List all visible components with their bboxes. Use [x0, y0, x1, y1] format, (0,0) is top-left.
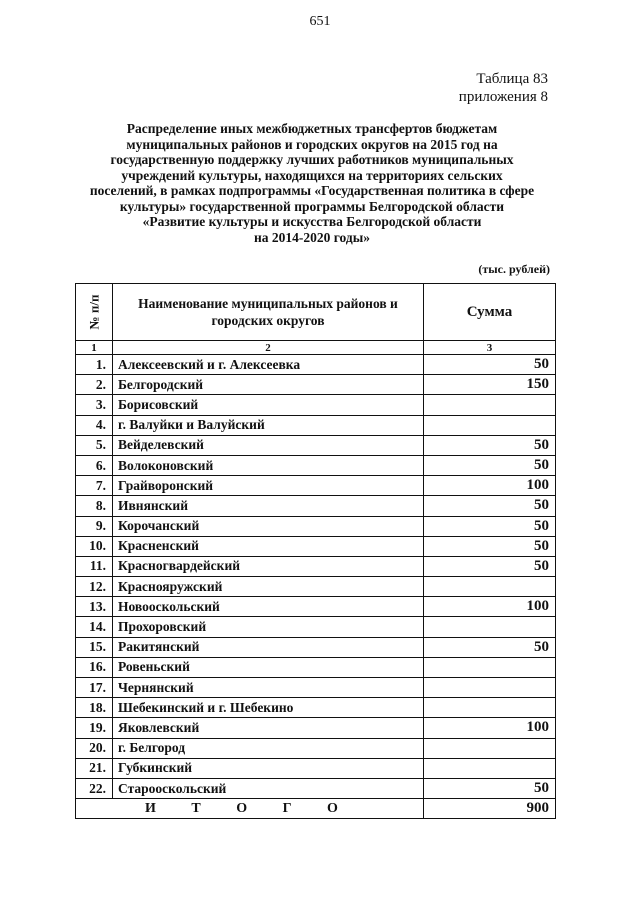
- row-sum: 50: [424, 637, 556, 657]
- district-name: Шебекинский и г. Шебекино: [113, 698, 424, 718]
- row-number: 15.: [76, 637, 113, 657]
- row-sum: [424, 657, 556, 677]
- row-number: 19.: [76, 718, 113, 738]
- district-name: Старооскольский: [113, 778, 424, 798]
- table-row: [76, 355, 556, 375]
- district-name: Чернянский: [113, 678, 424, 698]
- row-number: 16.: [76, 657, 113, 677]
- row-number: 12.: [76, 577, 113, 597]
- row-sum: [424, 577, 556, 597]
- table-row: [76, 778, 556, 798]
- row-sum: 100: [424, 597, 556, 617]
- row-number: 5.: [76, 435, 113, 455]
- row-sum: [424, 678, 556, 698]
- district-name: г. Белгород: [113, 738, 424, 758]
- row-sum: 50: [424, 455, 556, 475]
- table-row: [76, 657, 556, 677]
- units-label: (тыс. рублей): [478, 262, 550, 276]
- district-name: Ровеньский: [113, 657, 424, 677]
- title-line: поселений, в рамках подпрограммы «Государственная политика в сфере: [89, 183, 535, 198]
- table-reference: [459, 70, 548, 106]
- title-line: культуры» государственной программы Белгородской области: [119, 198, 505, 214]
- table-row: [76, 738, 556, 758]
- row-number: 20.: [76, 738, 113, 758]
- page-number: 651: [309, 14, 331, 29]
- table-row: [76, 455, 556, 475]
- district-name: Губкинский: [113, 758, 424, 778]
- district-name: Волоконовский: [113, 455, 424, 475]
- row-sum: 150: [424, 375, 556, 395]
- district-name: Белгородский: [113, 375, 424, 395]
- total-value: 900: [424, 799, 556, 819]
- row-number: 22.: [76, 778, 113, 798]
- row-number: 17.: [76, 678, 113, 698]
- row-number: 10.: [76, 536, 113, 556]
- district-name: Прохоровский: [113, 617, 424, 637]
- table-row: [76, 375, 556, 395]
- row-sum: [424, 758, 556, 778]
- header-number: [76, 284, 113, 341]
- row-number: 8.: [76, 496, 113, 516]
- column-index: 2: [113, 341, 424, 355]
- row-number: 21.: [76, 758, 113, 778]
- row-number: 9.: [76, 516, 113, 536]
- row-sum: [424, 617, 556, 637]
- row-sum: [424, 395, 556, 415]
- row-sum: 50: [424, 556, 556, 576]
- row-sum: 100: [424, 718, 556, 738]
- district-name: Грайворонский: [113, 476, 424, 496]
- title-line: государственную поддержку лучших работников муниципальных: [110, 152, 514, 167]
- table-reference-line-2: приложения 8: [458, 89, 548, 105]
- table-row: [76, 617, 556, 637]
- district-name: Новооскольский: [113, 597, 424, 617]
- row-sum: 50: [424, 778, 556, 798]
- table-row: [76, 758, 556, 778]
- total-label: И Т О Г О: [76, 799, 424, 819]
- row-number: 13.: [76, 597, 113, 617]
- table-row: [76, 698, 556, 718]
- row-sum: 50: [424, 536, 556, 556]
- district-name: Борисовский: [113, 395, 424, 415]
- row-sum: 50: [424, 435, 556, 455]
- row-sum: 50: [424, 496, 556, 516]
- row-number: 2.: [76, 375, 113, 395]
- table-row: [76, 718, 556, 738]
- transfers-table: [75, 283, 556, 819]
- row-number: 18.: [76, 698, 113, 718]
- district-name: Корочанский: [113, 516, 424, 536]
- title-line: учреждений культуры, находящихся на территориях сельских: [121, 167, 503, 183]
- table-reference-line-1: Таблица 83: [476, 71, 548, 87]
- title-line: на 2014-2020 годы»: [253, 229, 371, 245]
- title-line: «Развитие культуры и искусства Белгородской области: [142, 214, 482, 229]
- row-sum: [424, 738, 556, 758]
- row-sum: 100: [424, 476, 556, 496]
- district-name: г. Валуйки и Валуйский: [113, 415, 424, 435]
- row-number: 14.: [76, 617, 113, 637]
- table-row: [76, 556, 556, 576]
- row-number: 3.: [76, 395, 113, 415]
- table-row: [76, 597, 556, 617]
- title-line: муниципальных районов и городских округов на 2015 год на: [126, 136, 498, 152]
- table-row: [76, 516, 556, 536]
- district-name: Ракитянский: [113, 637, 424, 657]
- row-number: 7.: [76, 476, 113, 496]
- header-number-label: № п/п: [86, 294, 101, 330]
- column-index-row: [76, 341, 556, 355]
- district-name: Вейделевский: [113, 435, 424, 455]
- row-sum: 50: [424, 516, 556, 536]
- document-title: [62, 121, 562, 245]
- table-row: [76, 536, 556, 556]
- row-number: 1.: [76, 355, 113, 375]
- table-row: [76, 476, 556, 496]
- header-name: Наименование муниципальных районов и городских округов: [113, 284, 424, 341]
- column-index: 3: [424, 341, 556, 355]
- table-row: [76, 395, 556, 415]
- table-row: [76, 415, 556, 435]
- district-name: Красногвардейский: [113, 556, 424, 576]
- row-sum: [424, 698, 556, 718]
- table-row: [76, 678, 556, 698]
- row-number: 11.: [76, 556, 113, 576]
- title-line: Распределение иных межбюджетных трансфертов бюджетам: [126, 121, 498, 136]
- table-header-row: [76, 284, 556, 341]
- row-sum: [424, 415, 556, 435]
- district-name: Ивнянский: [113, 496, 424, 516]
- table-row: [76, 577, 556, 597]
- row-sum: 50: [424, 355, 556, 375]
- table-row: [76, 637, 556, 657]
- table-row: [76, 496, 556, 516]
- district-name: Красненский: [113, 536, 424, 556]
- district-name: Краснояружский: [113, 577, 424, 597]
- district-name: Яковлевский: [113, 718, 424, 738]
- row-number: 6.: [76, 455, 113, 475]
- table-row: [76, 435, 556, 455]
- header-sum: Сумма: [424, 284, 556, 341]
- column-index: 1: [76, 341, 113, 355]
- district-name: Алексеевский и г. Алексеевка: [113, 355, 424, 375]
- total-row: [76, 799, 556, 819]
- row-number: 4.: [76, 415, 113, 435]
